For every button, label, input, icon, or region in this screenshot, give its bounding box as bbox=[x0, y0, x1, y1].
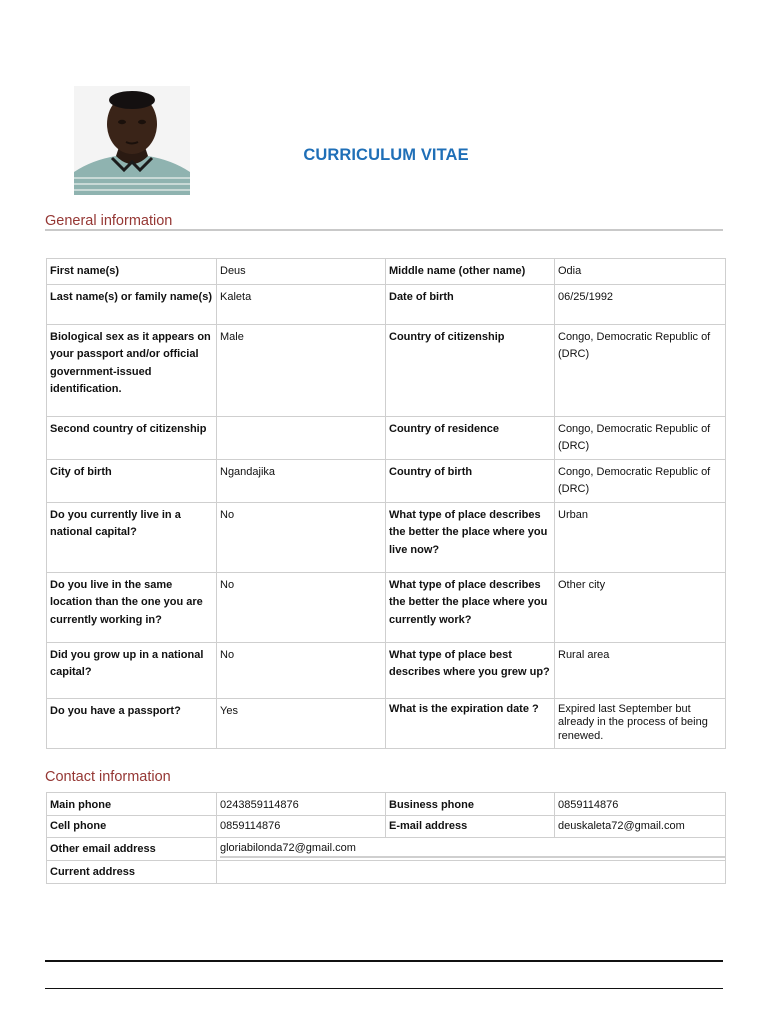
table-row bbox=[47, 502, 726, 572]
email-label: E-mail address bbox=[386, 815, 555, 837]
field-label: City of birth bbox=[47, 459, 217, 502]
field-label: Middle name (other name) bbox=[386, 259, 555, 285]
contact-info-table bbox=[46, 792, 726, 884]
field-label: Date of birth bbox=[386, 284, 555, 324]
table-row bbox=[47, 572, 726, 642]
table-row bbox=[47, 459, 726, 502]
field-value: No bbox=[217, 572, 386, 642]
field-value bbox=[217, 416, 386, 459]
table-row bbox=[47, 837, 726, 860]
field-value: Kaleta bbox=[217, 284, 386, 324]
field-label: Biological sex as it appears on your passport and/or official government-issued identification. bbox=[47, 324, 217, 416]
field-value: Urban bbox=[555, 502, 726, 572]
field-label: Country of birth bbox=[386, 459, 555, 502]
field-label: First name(s) bbox=[47, 259, 217, 285]
cell-phone-label: Cell phone bbox=[47, 815, 217, 837]
table-row bbox=[47, 324, 726, 416]
field-value: Congo, Democratic Republic of (DRC) bbox=[555, 459, 726, 502]
field-label: Country of residence bbox=[386, 416, 555, 459]
other-email-value: gloriabilonda72@gmail.com bbox=[220, 841, 725, 858]
footer-rule-top bbox=[45, 960, 723, 962]
field-value: Congo, Democratic Republic of (DRC) bbox=[555, 416, 726, 459]
footer-rule-bottom bbox=[45, 988, 723, 989]
field-value: Congo, Democratic Republic of (DRC) bbox=[555, 324, 726, 416]
table-row bbox=[47, 815, 726, 837]
field-label: Did you grow up in a national capital? bbox=[47, 642, 217, 698]
document-title: CURRICULUM VITAE bbox=[303, 146, 469, 164]
field-value: No bbox=[217, 502, 386, 572]
table-row bbox=[47, 416, 726, 459]
field-value: No bbox=[217, 642, 386, 698]
current-address-value bbox=[217, 860, 726, 883]
field-value: Yes bbox=[217, 698, 386, 748]
field-value: Other city bbox=[555, 572, 726, 642]
other-email-label: Other email address bbox=[47, 837, 217, 860]
field-label: Second country of citizenship bbox=[47, 416, 217, 459]
business-phone-value: 0859114876 bbox=[555, 793, 726, 816]
other-email-cell bbox=[217, 837, 726, 860]
main-phone-label: Main phone bbox=[47, 793, 217, 816]
table-row bbox=[47, 860, 726, 883]
field-label: Do you live in the same location than the one you are currently working in? bbox=[47, 572, 217, 642]
field-value: Male bbox=[217, 324, 386, 416]
main-phone-value: 0243859114876 bbox=[217, 793, 386, 816]
field-label: Do you currently live in a national capital? bbox=[47, 502, 217, 572]
general-info-heading: General information bbox=[45, 213, 173, 229]
current-address-label: Current address bbox=[47, 860, 217, 883]
field-value: Odia bbox=[555, 259, 726, 285]
field-label: Country of citizenship bbox=[386, 324, 555, 416]
email-value: deuskaleta72@gmail.com bbox=[555, 815, 726, 837]
table-row bbox=[47, 259, 726, 285]
table-row bbox=[47, 284, 726, 324]
field-value: Rural area bbox=[555, 642, 726, 698]
field-value: Expired last September but already in the process of being renewed. bbox=[555, 698, 726, 748]
general-info-table bbox=[46, 258, 726, 749]
field-label: What type of place describes the better the place where you currently work? bbox=[386, 572, 555, 642]
field-label: What is the expiration date ? bbox=[386, 698, 555, 748]
field-label: What type of place describes the better the place where you live now? bbox=[386, 502, 555, 572]
business-phone-label: Business phone bbox=[386, 793, 555, 816]
field-label: Do you have a passport? bbox=[47, 698, 217, 748]
table-row bbox=[47, 698, 726, 748]
table-row bbox=[47, 642, 726, 698]
cell-phone-value: 0859114876 bbox=[217, 815, 386, 837]
table-row bbox=[47, 793, 726, 816]
field-value: Ngandajika bbox=[217, 459, 386, 502]
field-value: 06/25/1992 bbox=[555, 284, 726, 324]
field-value: Deus bbox=[217, 259, 386, 285]
field-label: Last name(s) or family name(s) bbox=[47, 284, 217, 324]
profile-photo bbox=[74, 86, 190, 195]
contact-info-heading: Contact information bbox=[45, 769, 171, 785]
field-label: What type of place best describes where you grew up? bbox=[386, 642, 555, 698]
section-rule bbox=[45, 229, 723, 231]
